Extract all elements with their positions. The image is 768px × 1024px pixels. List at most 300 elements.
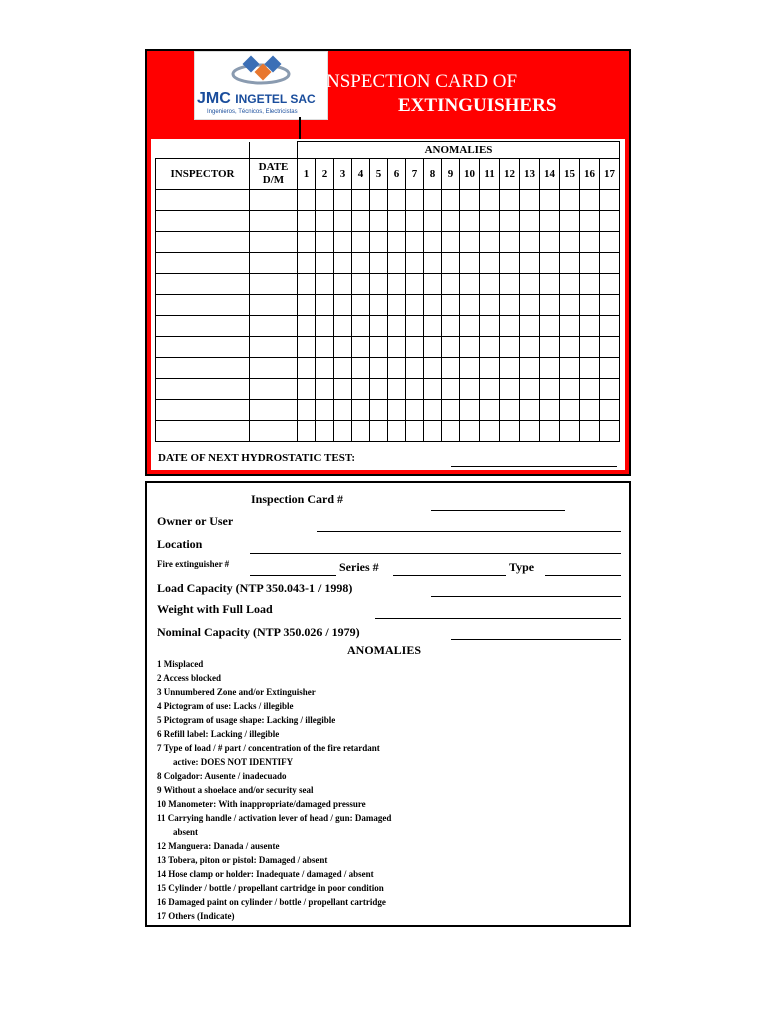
anomaly-cell[interactable] xyxy=(580,379,600,400)
anomaly-cell[interactable] xyxy=(480,274,500,295)
anomaly-cell[interactable] xyxy=(580,274,600,295)
anomaly-cell[interactable] xyxy=(460,274,480,295)
anomaly-cell[interactable] xyxy=(406,421,424,442)
anomaly-cell[interactable] xyxy=(370,421,388,442)
extinguisher-number-field[interactable] xyxy=(250,575,336,576)
anomaly-cell[interactable] xyxy=(460,316,480,337)
anomaly-cell[interactable] xyxy=(480,295,500,316)
anomaly-cell[interactable] xyxy=(520,379,540,400)
anomaly-cell[interactable] xyxy=(370,190,388,211)
anomaly-cell[interactable] xyxy=(442,337,460,358)
anomaly-cell[interactable] xyxy=(388,337,406,358)
table-row xyxy=(156,253,620,274)
anomaly-cell[interactable] xyxy=(540,211,560,232)
anomaly-cell[interactable] xyxy=(370,274,388,295)
anomaly-cell[interactable] xyxy=(316,274,334,295)
anomaly-cell[interactable] xyxy=(500,400,520,421)
anomaly-cell[interactable] xyxy=(370,232,388,253)
anomaly-cell[interactable] xyxy=(388,211,406,232)
anomaly-cell[interactable] xyxy=(388,358,406,379)
anomaly-column-header: 9 xyxy=(442,159,460,190)
table-row xyxy=(156,232,620,253)
anomaly-cell[interactable] xyxy=(460,232,480,253)
anomaly-cell[interactable] xyxy=(424,211,442,232)
anomaly-cell[interactable] xyxy=(480,316,500,337)
anomaly-cell[interactable] xyxy=(316,190,334,211)
anomaly-cell[interactable] xyxy=(560,295,580,316)
anomaly-cell[interactable] xyxy=(480,190,500,211)
anomaly-cell[interactable] xyxy=(500,337,520,358)
anomaly-cell[interactable] xyxy=(316,295,334,316)
anomaly-cell[interactable] xyxy=(298,400,316,421)
date-cell[interactable] xyxy=(250,274,298,295)
anomaly-cell[interactable] xyxy=(600,274,620,295)
anomaly-cell[interactable] xyxy=(560,421,580,442)
anomaly-cell[interactable] xyxy=(388,379,406,400)
anomaly-cell[interactable] xyxy=(370,211,388,232)
date-cell[interactable] xyxy=(250,295,298,316)
anomaly-item: 3 Unnumbered Zone and/or Extinguisher xyxy=(157,687,316,697)
anomaly-cell[interactable] xyxy=(460,337,480,358)
anomaly-cell[interactable] xyxy=(560,211,580,232)
anomaly-cell[interactable] xyxy=(316,400,334,421)
anomaly-cell[interactable] xyxy=(580,232,600,253)
anomaly-cell[interactable] xyxy=(334,190,352,211)
inspector-cell[interactable] xyxy=(156,316,250,337)
date-header: DATE D/M xyxy=(250,159,298,190)
inspection-card-front xyxy=(145,49,631,476)
anomaly-cell[interactable] xyxy=(520,421,540,442)
anomaly-cell[interactable] xyxy=(316,211,334,232)
anomaly-item: 7 Type of load / # part / concentration of the fire retardant xyxy=(157,743,380,753)
date-cell[interactable] xyxy=(250,337,298,358)
anomalies-list xyxy=(157,657,627,923)
series-label: Series # xyxy=(339,560,379,574)
inspector-cell[interactable] xyxy=(156,295,250,316)
anomaly-item: 13 Tobera, piton or pistol: Damaged / absent xyxy=(157,855,328,865)
anomaly-cell[interactable] xyxy=(500,190,520,211)
anomaly-cell[interactable] xyxy=(298,337,316,358)
anomaly-cell[interactable] xyxy=(298,232,316,253)
anomaly-cell[interactable] xyxy=(520,211,540,232)
anomaly-column-header: 16 xyxy=(580,159,600,190)
anomaly-cell[interactable] xyxy=(424,337,442,358)
anomaly-cell[interactable] xyxy=(442,421,460,442)
header-divider xyxy=(299,117,301,139)
anomaly-cell[interactable] xyxy=(334,379,352,400)
anomaly-cell[interactable] xyxy=(352,379,370,400)
anomaly-cell[interactable] xyxy=(600,379,620,400)
anomaly-cell[interactable] xyxy=(298,190,316,211)
anomaly-cell[interactable] xyxy=(316,232,334,253)
inspector-cell[interactable] xyxy=(156,253,250,274)
anomaly-cell[interactable] xyxy=(352,337,370,358)
anomaly-cell[interactable] xyxy=(298,274,316,295)
table-row xyxy=(156,274,620,295)
anomaly-cell[interactable] xyxy=(352,421,370,442)
date-cell[interactable] xyxy=(250,421,298,442)
anomaly-cell[interactable] xyxy=(388,274,406,295)
anomaly-cell[interactable] xyxy=(406,232,424,253)
table-row xyxy=(156,295,620,316)
anomaly-cell[interactable] xyxy=(370,337,388,358)
anomaly-cell[interactable] xyxy=(540,295,560,316)
table-row xyxy=(156,316,620,337)
anomaly-item: 16 Damaged paint on cylinder / bottle / propellant cartridge xyxy=(157,897,386,907)
owner-field[interactable] xyxy=(317,531,621,532)
anomaly-column-header: 6 xyxy=(388,159,406,190)
anomaly-cell[interactable] xyxy=(298,295,316,316)
nominal-capacity-field[interactable] xyxy=(451,639,621,640)
anomaly-cell[interactable] xyxy=(442,379,460,400)
anomaly-cell[interactable] xyxy=(480,337,500,358)
anomaly-item: 8 Colgador: Ausente / inadecuado xyxy=(157,771,287,781)
anomaly-cell[interactable] xyxy=(580,337,600,358)
anomaly-item: 1 Misplaced xyxy=(157,659,204,669)
card-title-line2: EXTINGUISHERS xyxy=(398,95,557,116)
anomaly-cell[interactable] xyxy=(298,421,316,442)
anomaly-cell[interactable] xyxy=(600,295,620,316)
anomaly-cell[interactable] xyxy=(316,421,334,442)
anomaly-cell[interactable] xyxy=(442,211,460,232)
anomaly-cell[interactable] xyxy=(316,253,334,274)
anomaly-cell[interactable] xyxy=(370,253,388,274)
anomaly-cell[interactable] xyxy=(334,337,352,358)
date-cell[interactable] xyxy=(250,400,298,421)
anomaly-cell[interactable] xyxy=(540,421,560,442)
anomaly-column-header: 12 xyxy=(500,159,520,190)
inspector-cell[interactable] xyxy=(156,211,250,232)
owner-label: Owner or User xyxy=(157,514,234,528)
anomaly-cell[interactable] xyxy=(600,211,620,232)
anomaly-cell[interactable] xyxy=(352,274,370,295)
anomaly-cell[interactable] xyxy=(388,421,406,442)
anomaly-cell[interactable] xyxy=(500,274,520,295)
anomaly-cell[interactable] xyxy=(500,253,520,274)
anomaly-item: absent xyxy=(173,827,199,837)
anomaly-cell[interactable] xyxy=(600,400,620,421)
anomaly-column-header: 2 xyxy=(316,159,334,190)
anomaly-cell[interactable] xyxy=(406,316,424,337)
anomaly-cell[interactable] xyxy=(298,358,316,379)
anomaly-cell[interactable] xyxy=(460,379,480,400)
extinguisher-number-label: Fire extinguisher # xyxy=(157,559,230,569)
hydrostatic-test-label: DATE OF NEXT HYDROSTATIC TEST: xyxy=(158,452,356,464)
anomaly-cell[interactable] xyxy=(540,316,560,337)
anomaly-cell[interactable] xyxy=(352,190,370,211)
anomaly-cell[interactable] xyxy=(316,316,334,337)
anomaly-cell[interactable] xyxy=(560,253,580,274)
anomaly-column-header: 11 xyxy=(480,159,500,190)
anomaly-cell[interactable] xyxy=(334,400,352,421)
anomaly-cell[interactable] xyxy=(480,358,500,379)
anomaly-cell[interactable] xyxy=(560,316,580,337)
date-cell[interactable] xyxy=(250,211,298,232)
anomaly-cell[interactable] xyxy=(600,253,620,274)
anomaly-cell[interactable] xyxy=(480,400,500,421)
anomaly-cell[interactable] xyxy=(580,295,600,316)
anomaly-column-header: 7 xyxy=(406,159,424,190)
anomaly-cell[interactable] xyxy=(560,358,580,379)
anomaly-cell[interactable] xyxy=(424,232,442,253)
anomaly-cell[interactable] xyxy=(540,253,560,274)
anomaly-cell[interactable] xyxy=(580,400,600,421)
weight-field[interactable] xyxy=(375,618,621,619)
anomaly-cell[interactable] xyxy=(370,316,388,337)
anomaly-cell[interactable] xyxy=(442,400,460,421)
anomaly-cell[interactable] xyxy=(352,358,370,379)
inspector-header: INSPECTOR xyxy=(156,159,250,190)
anomaly-cell[interactable] xyxy=(520,337,540,358)
anomaly-cell[interactable] xyxy=(334,274,352,295)
anomaly-cell[interactable] xyxy=(480,211,500,232)
anomaly-cell[interactable] xyxy=(560,190,580,211)
anomaly-cell[interactable] xyxy=(500,358,520,379)
series-field[interactable] xyxy=(393,575,506,576)
anomaly-cell[interactable] xyxy=(520,400,540,421)
anomaly-cell[interactable] xyxy=(406,253,424,274)
anomaly-cell[interactable] xyxy=(298,253,316,274)
card-title-line1: NSPECTION CARD OF xyxy=(326,71,518,92)
date-cell[interactable] xyxy=(250,232,298,253)
anomaly-cell[interactable] xyxy=(540,379,560,400)
anomaly-cell[interactable] xyxy=(388,400,406,421)
anomaly-cell[interactable] xyxy=(370,400,388,421)
load-capacity-label: Load Capacity (NTP 350.043-1 / 1998) xyxy=(157,581,353,595)
anomaly-cell[interactable] xyxy=(442,358,460,379)
anomaly-cell[interactable] xyxy=(352,211,370,232)
anomaly-cell[interactable] xyxy=(334,358,352,379)
anomaly-column-header: 13 xyxy=(520,159,540,190)
weight-label: Weight with Full Load xyxy=(157,602,273,616)
anomaly-cell[interactable] xyxy=(600,232,620,253)
anomaly-cell[interactable] xyxy=(580,421,600,442)
anomaly-cell[interactable] xyxy=(500,421,520,442)
anomaly-column-header: 10 xyxy=(460,159,480,190)
anomaly-cell[interactable] xyxy=(388,232,406,253)
inspector-cell[interactable] xyxy=(156,232,250,253)
anomaly-cell[interactable] xyxy=(424,421,442,442)
anomaly-item: 15 Cylinder / bottle / propellant cartridge in poor condition xyxy=(157,883,384,893)
anomaly-cell[interactable] xyxy=(560,337,580,358)
anomaly-cell[interactable] xyxy=(540,274,560,295)
company-logo xyxy=(194,51,328,120)
anomaly-cell[interactable] xyxy=(424,253,442,274)
anomalies-header: ANOMALIES xyxy=(298,142,620,159)
logo-brand-text: JMC INGETEL SAC xyxy=(197,90,316,107)
anomaly-cell[interactable] xyxy=(540,337,560,358)
anomaly-cell[interactable] xyxy=(316,379,334,400)
inspector-cell[interactable] xyxy=(156,421,250,442)
anomaly-cell[interactable] xyxy=(600,337,620,358)
anomaly-column-header: 3 xyxy=(334,159,352,190)
date-cell[interactable] xyxy=(250,253,298,274)
anomaly-cell[interactable] xyxy=(580,190,600,211)
anomaly-cell[interactable] xyxy=(460,421,480,442)
nominal-capacity-label: Nominal Capacity (NTP 350.026 / 1979) xyxy=(157,625,360,639)
anomaly-cell[interactable] xyxy=(500,211,520,232)
hydrostatic-test-row xyxy=(155,451,619,467)
anomaly-cell[interactable] xyxy=(352,316,370,337)
anomaly-cell[interactable] xyxy=(460,211,480,232)
date-cell[interactable] xyxy=(250,358,298,379)
anomaly-cell[interactable] xyxy=(560,379,580,400)
anomaly-cell[interactable] xyxy=(352,400,370,421)
anomaly-cell[interactable] xyxy=(406,400,424,421)
anomaly-cell[interactable] xyxy=(480,232,500,253)
inspector-cell[interactable] xyxy=(156,337,250,358)
hydrostatic-test-field[interactable] xyxy=(451,466,617,467)
anomaly-cell[interactable] xyxy=(334,316,352,337)
anomaly-cell[interactable] xyxy=(500,316,520,337)
anomaly-cell[interactable] xyxy=(424,400,442,421)
logo-tagline: Ingenieros, Técnicos, Electricistas xyxy=(207,109,298,115)
anomaly-cell[interactable] xyxy=(316,358,334,379)
anomaly-cell[interactable] xyxy=(406,379,424,400)
anomaly-cell[interactable] xyxy=(442,232,460,253)
anomaly-cell[interactable] xyxy=(352,232,370,253)
anomaly-cell[interactable] xyxy=(580,358,600,379)
anomaly-cell[interactable] xyxy=(442,190,460,211)
anomaly-cell[interactable] xyxy=(460,295,480,316)
location-field[interactable] xyxy=(250,553,621,554)
anomaly-cell[interactable] xyxy=(388,190,406,211)
anomaly-cell[interactable] xyxy=(600,316,620,337)
inspector-cell[interactable] xyxy=(156,400,250,421)
anomaly-item: 11 Carrying handle / activation lever of head / gun: Damaged xyxy=(157,813,392,823)
anomaly-cell[interactable] xyxy=(442,295,460,316)
anomaly-cell[interactable] xyxy=(406,211,424,232)
anomaly-cell[interactable] xyxy=(520,274,540,295)
anomaly-column-header: 14 xyxy=(540,159,560,190)
date-cell[interactable] xyxy=(250,190,298,211)
anomaly-cell[interactable] xyxy=(424,295,442,316)
anomaly-cell[interactable] xyxy=(388,316,406,337)
anomaly-cell[interactable] xyxy=(600,358,620,379)
anomaly-cell[interactable] xyxy=(316,337,334,358)
anomaly-cell[interactable] xyxy=(580,253,600,274)
anomaly-cell[interactable] xyxy=(406,295,424,316)
inspector-cell[interactable] xyxy=(156,379,250,400)
anomaly-cell[interactable] xyxy=(560,274,580,295)
anomaly-cell[interactable] xyxy=(500,232,520,253)
anomaly-item: 14 Hose clamp or holder: Inadequate / damaged / absent xyxy=(157,869,374,879)
anomaly-cell[interactable] xyxy=(370,295,388,316)
anomaly-cell[interactable] xyxy=(520,358,540,379)
anomaly-cell[interactable] xyxy=(406,358,424,379)
anomaly-cell[interactable] xyxy=(560,232,580,253)
anomaly-cell[interactable] xyxy=(442,253,460,274)
anomaly-cell[interactable] xyxy=(540,232,560,253)
anomaly-cell[interactable] xyxy=(334,295,352,316)
anomaly-cell[interactable] xyxy=(480,421,500,442)
inspector-cell[interactable] xyxy=(156,274,250,295)
anomaly-cell[interactable] xyxy=(424,379,442,400)
anomaly-cell[interactable] xyxy=(560,400,580,421)
anomaly-cell[interactable] xyxy=(442,316,460,337)
anomaly-cell[interactable] xyxy=(520,253,540,274)
anomaly-cell[interactable] xyxy=(334,211,352,232)
anomaly-item: 5 Pictogram of usage shape: Lacking / illegible xyxy=(157,715,336,725)
anomaly-cell[interactable] xyxy=(520,190,540,211)
inspection-card-number-field[interactable] xyxy=(431,510,565,511)
anomaly-item: 4 Pictogram of use: Lacks / illegible xyxy=(157,701,294,711)
anomaly-cell[interactable] xyxy=(370,379,388,400)
anomaly-item: 10 Manometer: With inappropriate/damaged pressure xyxy=(157,799,366,809)
anomaly-cell[interactable] xyxy=(460,190,480,211)
anomaly-item: 6 Refill label: Lacking / illegible xyxy=(157,729,280,739)
anomaly-item: 12 Manguera: Danada / ausente xyxy=(157,841,280,851)
date-cell[interactable] xyxy=(250,316,298,337)
inspector-cell[interactable] xyxy=(156,190,250,211)
inspector-cell[interactable] xyxy=(156,358,250,379)
anomaly-cell[interactable] xyxy=(460,358,480,379)
anomaly-column-header: 4 xyxy=(352,159,370,190)
table-row xyxy=(156,358,620,379)
anomaly-cell[interactable] xyxy=(500,295,520,316)
anomaly-cell[interactable] xyxy=(580,316,600,337)
anomaly-cell[interactable] xyxy=(424,316,442,337)
type-field[interactable] xyxy=(545,575,621,576)
anomaly-item: active: DOES NOT IDENTIFY xyxy=(173,757,294,767)
anomaly-cell[interactable] xyxy=(600,421,620,442)
anomaly-item: 9 Without a shoelace and/or security seal xyxy=(157,785,314,795)
inspection-card-back xyxy=(145,481,631,927)
anomaly-column-header: 5 xyxy=(370,159,388,190)
anomaly-cell[interactable] xyxy=(480,379,500,400)
anomaly-cell[interactable] xyxy=(460,400,480,421)
anomaly-cell[interactable] xyxy=(298,211,316,232)
anomaly-cell[interactable] xyxy=(540,400,560,421)
anomaly-cell[interactable] xyxy=(500,379,520,400)
anomaly-cell[interactable] xyxy=(334,232,352,253)
anomaly-cell[interactable] xyxy=(442,274,460,295)
anomaly-cell[interactable] xyxy=(600,190,620,211)
anomaly-cell[interactable] xyxy=(298,379,316,400)
anomaly-cell[interactable] xyxy=(352,295,370,316)
anomaly-cell[interactable] xyxy=(520,316,540,337)
anomaly-cell[interactable] xyxy=(334,421,352,442)
anomaly-cell[interactable] xyxy=(460,253,480,274)
anomaly-cell[interactable] xyxy=(540,190,560,211)
location-label: Location xyxy=(157,537,203,551)
anomaly-cell[interactable] xyxy=(480,253,500,274)
anomaly-cell[interactable] xyxy=(388,253,406,274)
anomaly-cell[interactable] xyxy=(370,358,388,379)
anomaly-cell[interactable] xyxy=(298,316,316,337)
anomaly-cell[interactable] xyxy=(424,274,442,295)
anomaly-cell[interactable] xyxy=(352,253,370,274)
anomaly-cell[interactable] xyxy=(406,337,424,358)
anomaly-cell[interactable] xyxy=(334,253,352,274)
anomaly-cell[interactable] xyxy=(540,358,560,379)
load-capacity-field[interactable] xyxy=(431,596,621,597)
inspection-card-number-label: Inspection Card # xyxy=(251,492,344,506)
anomaly-cell[interactable] xyxy=(406,274,424,295)
anomaly-cell[interactable] xyxy=(406,190,424,211)
anomaly-cell[interactable] xyxy=(424,358,442,379)
logo-emblem-icon xyxy=(195,52,327,92)
table-row xyxy=(156,337,620,358)
anomaly-cell[interactable] xyxy=(424,190,442,211)
anomaly-cell[interactable] xyxy=(520,232,540,253)
table-row xyxy=(156,190,620,211)
anomaly-cell[interactable] xyxy=(520,295,540,316)
anomaly-cell[interactable] xyxy=(580,211,600,232)
date-cell[interactable] xyxy=(250,379,298,400)
anomaly-cell[interactable] xyxy=(388,295,406,316)
anomalies-title: ANOMALIES xyxy=(347,643,422,657)
